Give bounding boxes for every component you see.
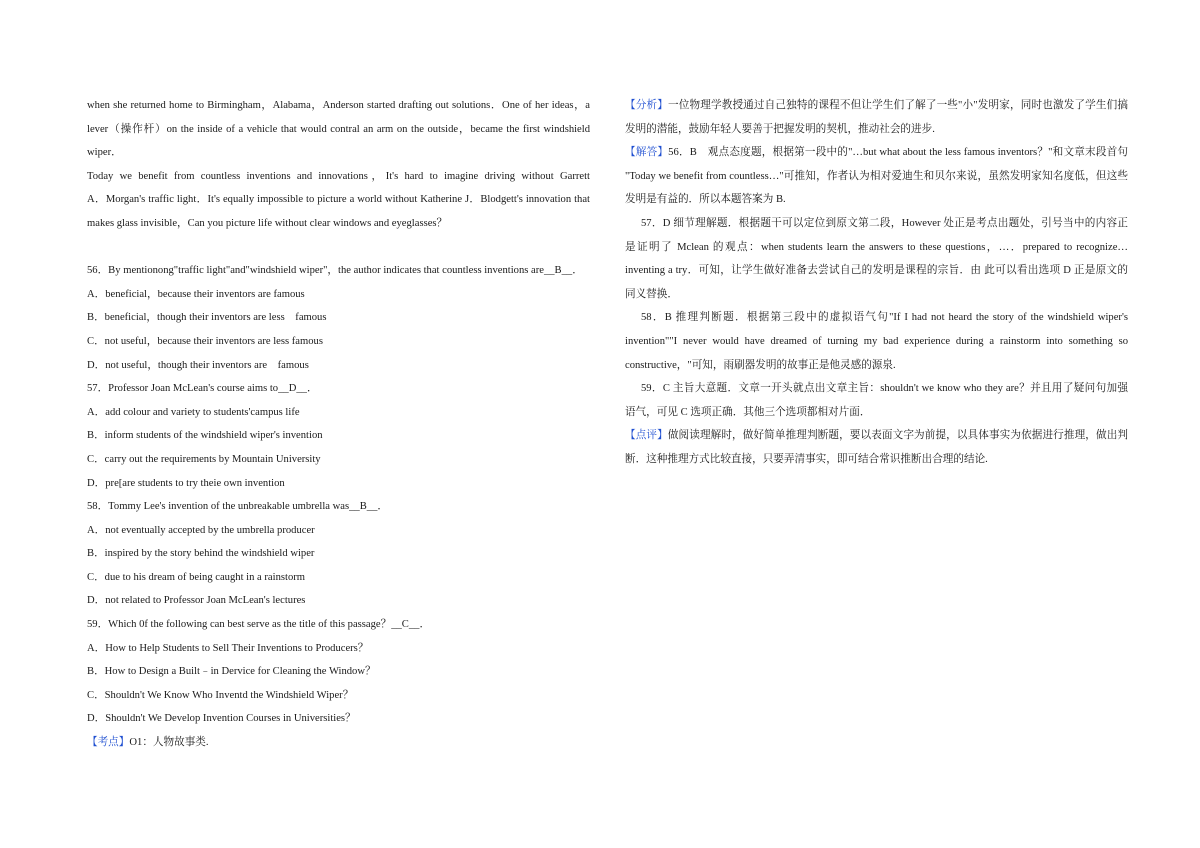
analysis-line-1 [625,94,1128,118]
answer-58-explanation [625,306,1128,377]
stem-text: 57．Professor Joan McLean's course aims to [87,383,279,395]
option-c: C．due to his dream of being caught in a rainstorm [87,571,306,583]
analysis-text: 一位物理学教授通过自己独特的课程不但让学生们了解了一些"小"发明家，同时也激发了学生们搞 [667,100,1128,111]
explanation-line: invention""I never would have dreamed of turning my bad experience during a rainstorm into something so [625,335,1128,347]
stem-text: 58．Tommy Lee's invention of the unbreakable umbrella was [87,501,350,513]
stem-end: ． [306,383,318,395]
explanation-line: 58．B 推理判断题．根据第三段中的虚拟语气句"If I had not heard the story of the windshield wiper's [641,312,1128,324]
option-c: C．not useful，because their inventors are less famous [87,335,323,347]
passage-line-1: when she returned home to Birmingham，Alabama，Anderson started drafting out solutions．One of her ideas，a [87,100,590,111]
answer-59-explanation [625,377,1128,424]
kaodian-note [87,731,590,755]
explanation-line: 59．C 主旨大意题．文章一开头就点出文章主旨：shouldn't we know who they are？并且用了疑问句加强 [641,383,1128,395]
passage-line-4: Today we benefit from countless inventions and innovations，It's hard to imagine driving without Garrett [87,170,590,182]
spacer [87,236,590,260]
option-c: C．carry out the requirements by Mountain University [87,453,321,465]
option-d: D．Shouldn't We Develop Invention Courses in Universities？ [87,713,356,725]
solution-text: 56．B 观点态度题，根据第一段中的"…but what about the less famous inventors？"和文章末段首句 [668,147,1129,159]
stem-end: ． [572,265,583,277]
kaodian-text: O1：人物故事类. [129,737,209,749]
analysis-line-2: 发明的潜能，鼓励年轻人要善于把握发明的契机，推动社会的进步. [625,123,935,135]
question-59 [87,613,590,731]
explanation-line: inventing a try．可知，让学生做好准备去尝试自己的发明是课程的宗旨．由 此可以看出选项 D 正是原文的 [625,265,1128,277]
solution-tag: 【解答】 [625,147,669,159]
answer-blank: __B__ [543,265,573,277]
comment-tag: 【点评】 [625,430,668,442]
question-stem [87,613,590,637]
right-column [625,94,1128,472]
passage-line-5: A．Morgan's traffic light．It's equally impossible to picture a world without Katherine J．Blodgett's innovation that [87,194,590,206]
explanation-line: 同义替换． [625,288,678,300]
passage-line-6: makes glass invisible，Can you picture life without clear windows and eyeglasses？ [87,217,448,229]
question-56 [87,259,590,377]
comment-text: 做阅读理解时，做好简单推理判断题，要以表面文字为前提，以具体事实为依据进行推理，做出判 [667,430,1129,442]
question-57 [87,377,590,495]
option-a: A．How to Help Students to Sell Their Inventions to Producers？ [87,642,369,654]
stem-text: 56．By mentionong"traffic light"and"windshield wiper"，the author indicates that countless inventions are [87,265,544,277]
left-column [87,94,590,755]
option-b: B．beneficial，though their inventors are less famous [87,312,327,324]
answer-blank: __B__ [349,501,378,513]
passage-line-2: lever（操作杆）on the inside of a vehicle that would contral an arm on the outside，became the first windshield [87,123,590,135]
option-d: D．not useful，though their inventors are famous [87,359,309,371]
option-a: A．beneficial，because their inventors are famous [87,288,305,300]
answer-57-explanation [625,212,1128,306]
option-b: B．How to Design a Built﹣in Dervice for Cleaning the Window？ [87,666,376,678]
passage [87,94,590,236]
option-a: A．not eventually accepted by the umbrella producer [87,524,315,536]
comment-section [625,424,1128,471]
question-stem [87,377,590,401]
analysis-tag: 【分析】 [625,100,668,111]
explanation-line: constructive，"可知，雨刷器发明的故事正是他灵感的源泉. [625,359,896,371]
comment-line-2: 断．这种推理方式比较直接，只要弄清事实，即可结合常识推断出合理的结论. [625,453,988,465]
option-b: B．inform students of the windshield wiper's invention [87,430,323,442]
solution-section [625,141,1128,212]
comment-line-1 [625,424,1128,448]
solution-line-2: "Today we benefit from countless…"可推知，作者认为相对爱迪生和贝尔来说，虽然发明家知名度低，但这些 [625,170,1128,182]
option-d: D．not related to Professor Joan McLean's lectures [87,595,306,607]
answer-blank: __D__ [278,383,307,395]
explanation-line: 是证明了 Mclean 的观点：when students learn the answers to these questions，…．prepared to recognize… [625,241,1128,253]
solution-line-3: 发明是有益的．所以本题答案为 B. [625,194,786,206]
explanation-line: 57．D 细节理解题．根据题干可以定位到原文第二段，However 处正是考点出题处，引号当中的内容正 [641,217,1128,229]
option-c: C．Shouldn't We Know Who Inventd the Windshield Wiper？ [87,689,354,701]
kaodian-tag: 【考点】 [87,737,130,749]
option-d: D．pre[are students to try theie own invention [87,477,285,489]
question-58 [87,495,590,613]
stem-text: 59．Which 0f the following can best serve as the title of this passage？ [87,619,392,631]
analysis-section [625,94,1128,141]
solution-line-1 [625,141,1128,165]
question-stem [87,259,590,283]
question-stem [87,495,590,519]
answer-blank: __C__ [391,619,420,631]
passage-line-3: wiper． [87,147,122,159]
option-a: A．add colour and variety to students'campus life [87,406,300,418]
stem-end: ． [377,501,388,513]
stem-end: ． [419,619,431,631]
explanation-line: 语气，可见 C 选项正确．其他三个选项都相对片面． [625,406,871,418]
option-b: B．inspired by the story behind the windshield wiper [87,548,315,560]
